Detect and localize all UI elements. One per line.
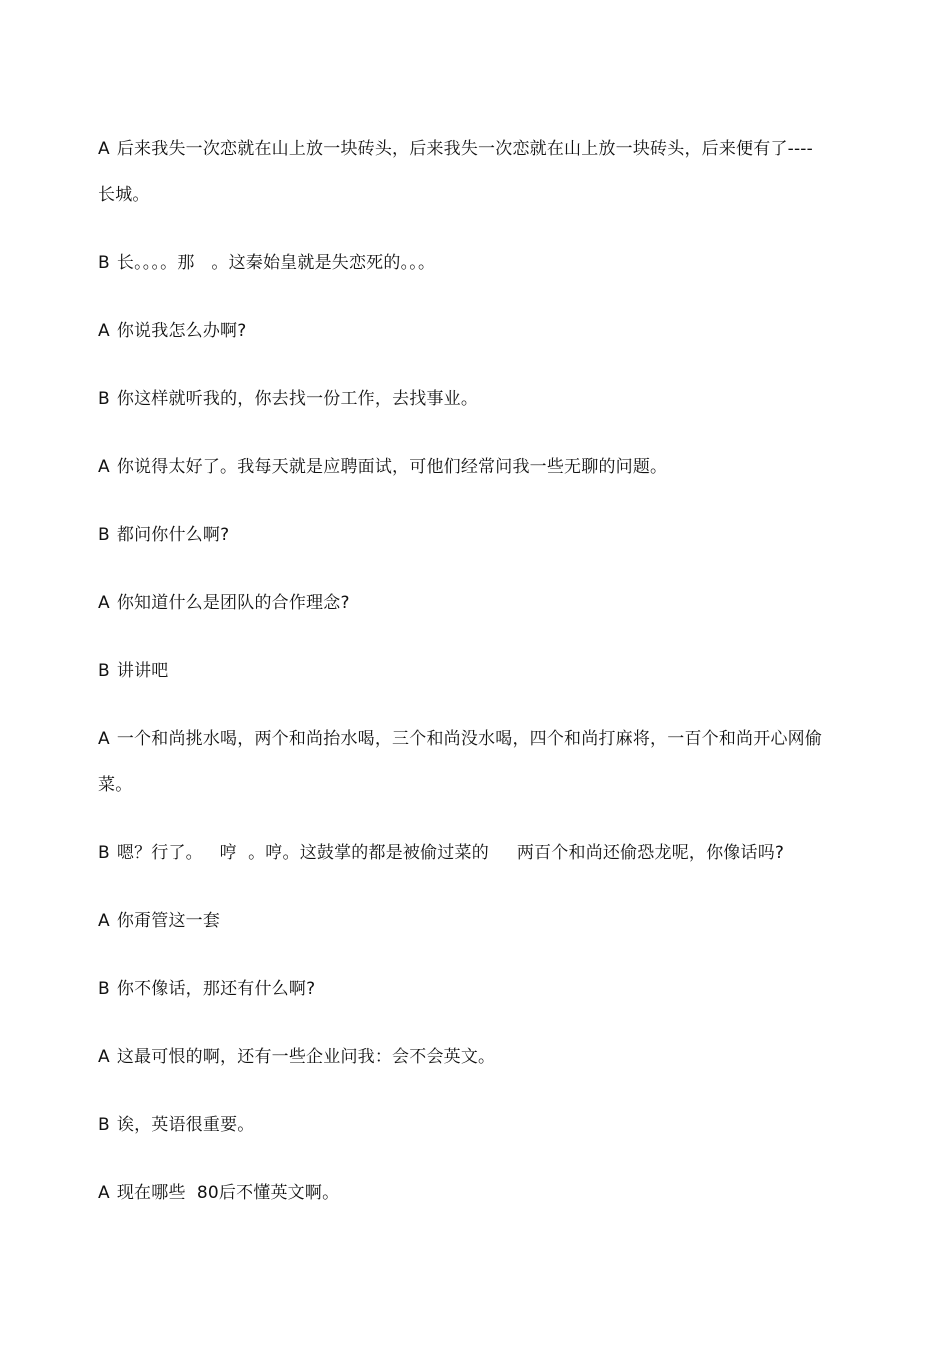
line-text: 现在哪些 80后不懂英文啊。 [116,1183,340,1203]
speaker-label: A [98,1047,110,1067]
dialogue-line [98,126,830,218]
speaker-label: B [98,253,110,273]
dialogue-line [98,1102,823,1148]
speaker-label: A [98,457,110,477]
dialogue-line [98,1034,823,1080]
speaker-label: A [98,321,110,341]
line-text: 你说得太好了。我每天就是应聘面试，可他们经常问我一些无聊的问题。 [116,457,668,477]
line-text: 你说我怎么办啊? [116,321,247,341]
line-text: 你不像话，那还有什么啊? [116,979,316,999]
line-text: 嗯？行了。 哼 。哼。这鼓掌的都是被偷过菜的 两百个和尚还偷恐龙呢，你像话吗? [116,843,785,863]
dialogue-body [98,126,830,1238]
dialogue-line [98,512,823,558]
line-text: 你甭管这一套 [116,911,221,931]
speaker-label: A [98,729,110,749]
dialogue-line [98,966,823,1012]
dialogue-line [98,444,823,490]
speaker-label: A [98,139,110,159]
dialogue-line [98,716,823,808]
line-text: 长。。。。那 。这秦始皇就是失恋死的。。。 [116,253,436,273]
dialogue-line [98,308,823,354]
speaker-label: B [98,389,110,409]
speaker-label: A [98,593,110,613]
line-text: 这最可恨的啊，还有一些企业问我：会不会英文。 [116,1047,496,1067]
line-text: 一个和尚挑水喝，两个和尚抬水喝，三个和尚没水喝，四个和尚打麻将，一百个和尚开心网偷菜。 [98,729,823,795]
line-text: 后来我失一次恋就在山上放一块砖头，后来我失一次恋就在山上放一块砖头，后来便有了---- 长城。 [98,139,830,205]
line-text: 你这样就听我的，你去找一份工作，去找事业。 [116,389,479,409]
speaker-label: B [98,979,110,999]
line-text: 你知道什么是团队的合作理念? [116,593,350,613]
speaker-label: B [98,525,110,545]
dialogue-line [98,580,823,626]
line-text: 都问你什么啊? [116,525,230,545]
line-text: 诶，英语很重要。 [116,1115,255,1135]
dialogue-line [98,1170,823,1216]
speaker-label: A [98,1183,110,1203]
speaker-label: B [98,843,110,863]
dialogue-line [98,898,823,944]
speaker-label: A [98,911,110,931]
speaker-label: B [98,661,110,681]
line-text: 讲讲吧 [116,661,169,681]
dialogue-line [98,648,823,694]
dialogue-line [98,376,823,422]
dialogue-line [98,830,823,876]
dialogue-line [98,240,823,286]
speaker-label: B [98,1115,110,1135]
